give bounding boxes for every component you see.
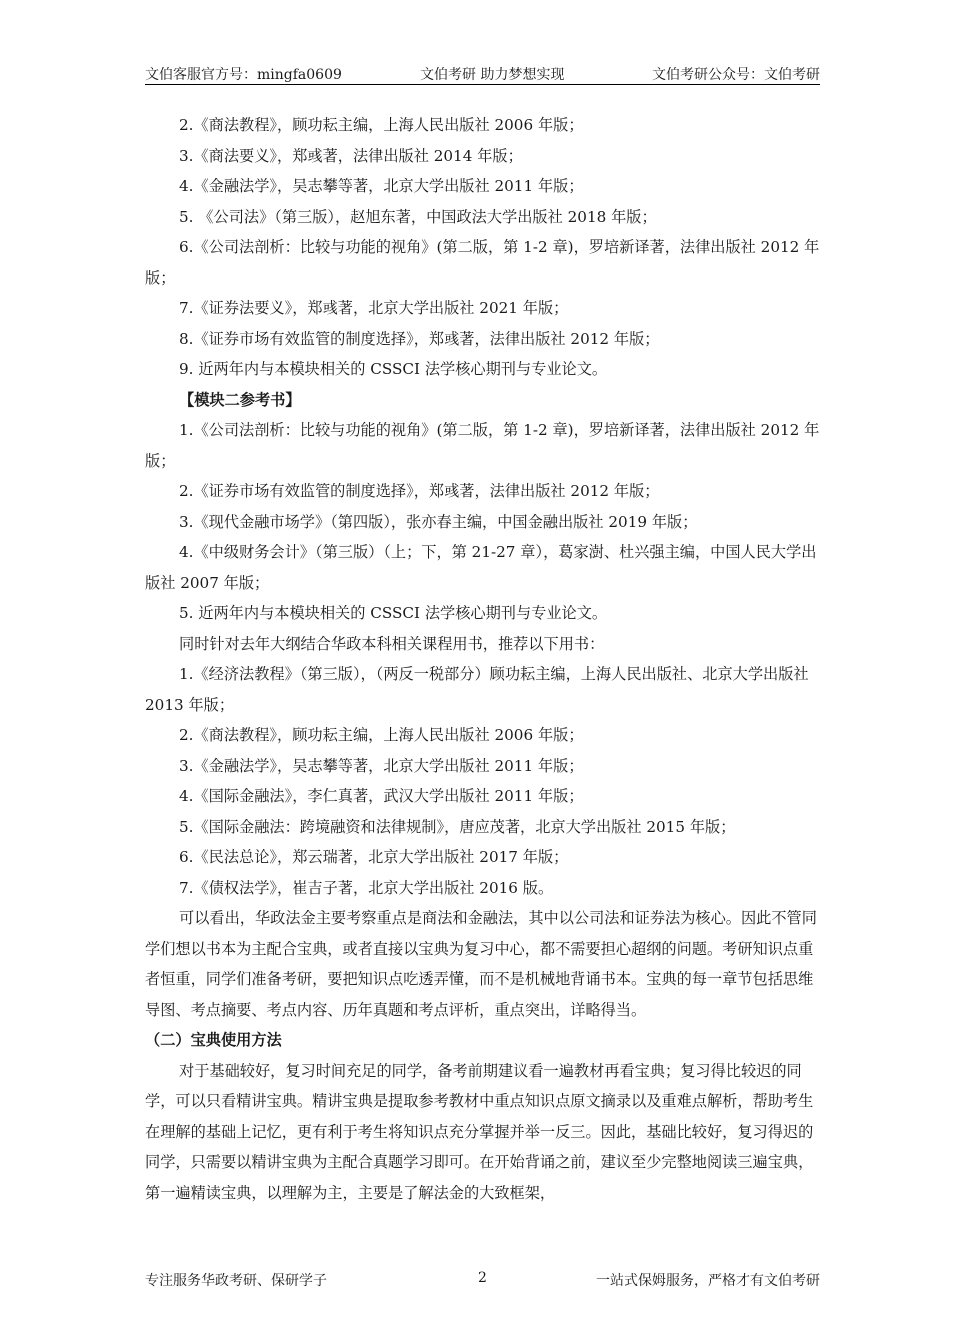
- list-item: 2.《证券市场有效监管的制度选择》，郑彧著，法律出版社 2012 年版；: [179, 482, 660, 500]
- paragraph: 可以看出，华政法金主要考察重点是商法和金融法，其中以公司法和证券法为核心。因此不管同学们想以书本为主配合宝典，或者直接以宝典为复习中心，都不需要担心超纲的问题。考研知识点重者恒重，同学们准备考研，要把知识点吃透弄懂，而不是机械地背诵书本。宝典的每一章节包括思维导图、考点摘要、考点内容、历年真题和考点评析，重点突出，详略得当。: [145, 909, 817, 1019]
- list-item: 4.《金融法学》，吴志攀等著，北京大学出版社 2011 年版；: [179, 177, 584, 195]
- list-item: 6.《公司法剖析：比较与功能的视角》(第二版，第 1-2 章)，罗培新译著，法律出版社 2012 年版；: [145, 238, 820, 287]
- document-body: [145, 110, 820, 1208]
- list-item: 6.《民法总论》，郑云瑞著，北京大学出版社 2017 年版；: [179, 848, 569, 866]
- list-item: 3.《金融法学》，吴志攀等著，北京大学出版社 2011 年版；: [179, 756, 584, 775]
- list-item: 4.《中级财务会计》（第三版）（上；下，第 21-27 章），葛家澍、杜兴强主编，中国人民大学出版社 2007 年版；: [145, 543, 817, 592]
- page-header: [145, 64, 820, 85]
- page-footer: [145, 1270, 820, 1290]
- list-item: 1.《经济法教程》（第三版），（两反一税部分）顾功耘主编，上海人民出版社、北京大学出版社 2013 年版；: [145, 665, 809, 714]
- list-item: 2.《商法教程》，顾功耘主编，上海人民出版社 2006 年版；: [179, 726, 584, 744]
- paragraph: 同时针对去年大纲结合华政本科相关课程用书，推荐以下用书：: [179, 634, 605, 653]
- footer-left-text: 专注服务华政考研、保研学子: [145, 1273, 327, 1289]
- list-item: 3.《商法要义》，郑彧著，法律出版社 2014 年版；: [179, 146, 523, 165]
- page-number: 2: [478, 1270, 487, 1286]
- section-heading: 【模块二参考书】: [179, 390, 301, 409]
- list-item: 5. 《公司法》（第三版），赵旭东著，中国政法大学出版社 2018 年版；: [179, 207, 657, 226]
- header-contact: 文伯客服官方号：mingfa0609: [145, 67, 342, 83]
- list-item: 3.《现代金融市场学》（第四版），张亦春主编，中国金融出版社 2019 年版；: [179, 512, 698, 531]
- list-item: 2.《商法教程》，顾功耘主编，上海人民出版社 2006 年版；: [179, 116, 584, 134]
- list-item: 7.《证券法要义》，郑彧著，北京大学出版社 2021 年版；: [179, 299, 569, 317]
- paragraph: 对于基础较好，复习时间充足的同学，备考前期建议看一遍教材再看宝典；复习得比较迟的同学，可以只看精讲宝典。精讲宝典是提取参考教材中重点知识点原文摘录以及重难点解析，帮助考生在理解的基础上记忆，更有利于考生将知识点充分掌握并举一反三。因此，基础比较好，复习得迟的同学，只需要以精讲宝典为主配合真题学习即可。在开始背诵之前，建议至少完整地阅读三遍宝典，第一遍精读宝典，以理解为主，主要是了解法金的大致框架，: [145, 1061, 814, 1202]
- list-item: 4.《国际金融法》，李仁真著，武汉大学出版社 2011 年版；: [179, 787, 584, 805]
- section-heading: （二）宝典使用方法: [145, 1031, 282, 1049]
- list-item: 9. 近两年内与本模块相关的 CSSCI 法学核心期刊与专业论文。: [179, 360, 608, 378]
- list-item: 1.《公司法剖析：比较与功能的视角》(第二版，第 1-2 章)，罗培新译著，法律出版社 2012 年版；: [145, 421, 820, 470]
- list-item: 8.《证券市场有效监管的制度选择》，郑彧著，法律出版社 2012 年版；: [179, 329, 660, 348]
- list-item: 5. 近两年内与本模块相关的 CSSCI 法学核心期刊与专业论文。: [179, 604, 608, 622]
- header-slogan: 文伯考研 助力梦想实现: [420, 67, 565, 83]
- list-item: 7.《债权法学》，崔吉子著，北京大学出版社 2016 版。: [179, 878, 554, 897]
- list-item: 5.《国际金融法：跨境融资和法律规制》，唐应茂著，北京大学出版社 2015 年版；: [179, 817, 736, 836]
- header-account: 文伯考研公众号：文伯考研: [652, 67, 820, 83]
- footer-right-text: 一站式保姆服务，严格才有文伯考研: [596, 1273, 820, 1289]
